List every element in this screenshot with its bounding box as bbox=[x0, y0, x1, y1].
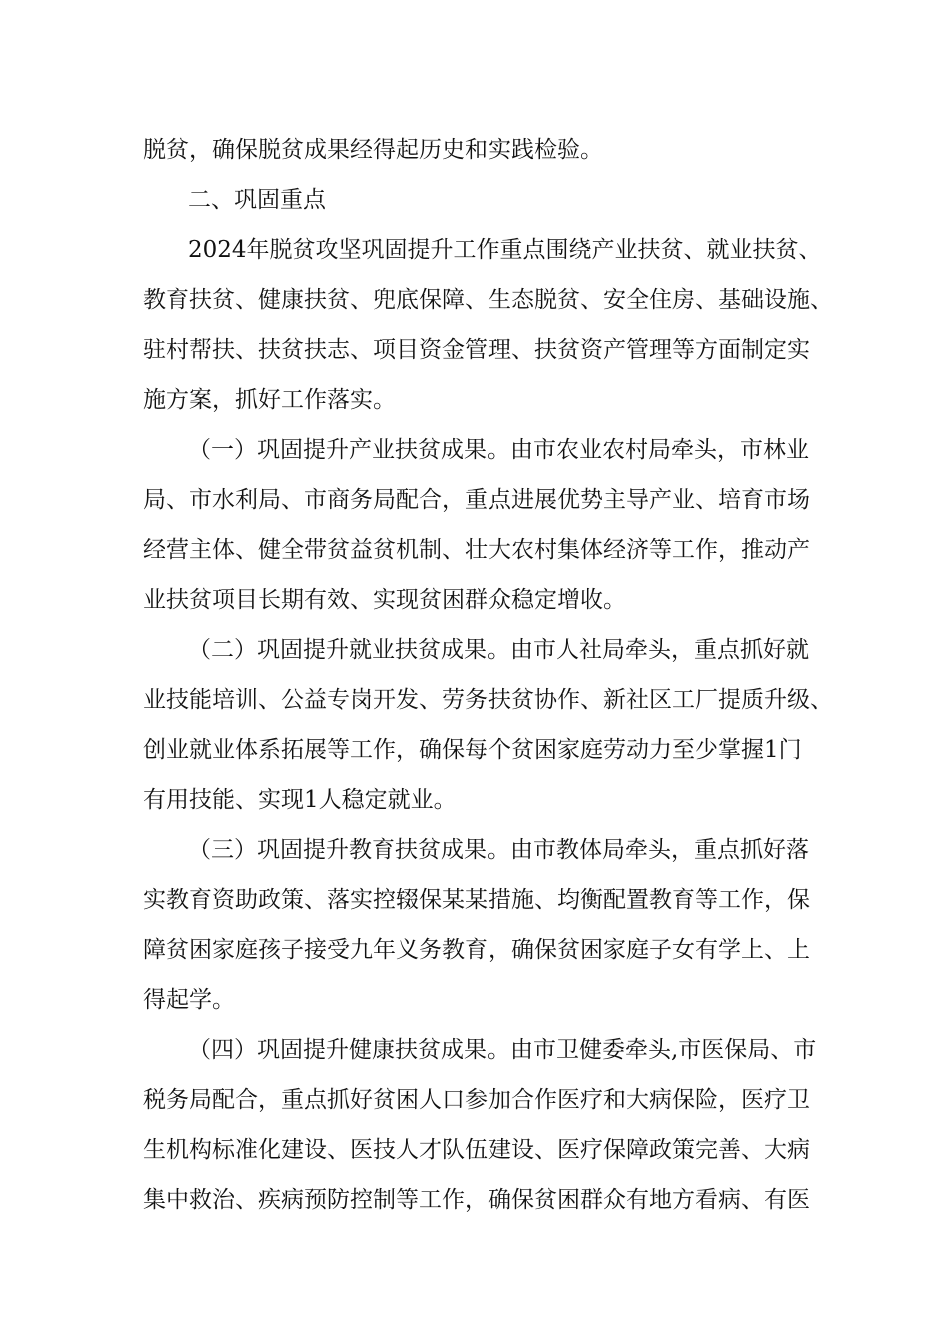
text-line: 施方案，抓好工作落实。 bbox=[143, 387, 396, 413]
text-line: 税务局配合，重点抓好贫困人口参加合作医疗和大病保险，医疗卫 bbox=[143, 1087, 810, 1113]
text-line: 有用技能、实现1人稳定就业。 bbox=[143, 787, 457, 813]
text-line: 业技能培训、公益专岗开发、劳务扶贫协作、新社区工厂提质升级、 bbox=[143, 687, 833, 713]
text-line: 驻村帮扶、扶贫扶志、项目资金管理、扶贫资产管理等方面制定实 bbox=[143, 337, 810, 363]
text-line: （一）巩固提升产业扶贫成果。由市农业农村局牵头，市林业 bbox=[188, 437, 809, 463]
text-line: 2024年脱贫攻坚巩固提升工作重点围绕产业扶贫、就业扶贫、 bbox=[188, 237, 822, 263]
section-heading: 二、巩固重点 bbox=[188, 187, 326, 213]
text-line: 生机构标准化建设、医技人才队伍建设、医疗保障政策完善、大病 bbox=[143, 1137, 810, 1163]
text-line: 实教育资助政策、落实控辍保某某措施、均衡配置教育等工作，保 bbox=[143, 887, 810, 913]
text-line: 教育扶贫、健康扶贫、兜底保障、生态脱贫、安全住房、基础设施、 bbox=[143, 287, 833, 313]
text-line: 集中救治、疾病预防控制等工作，确保贫困群众有地方看病、有医 bbox=[143, 1187, 810, 1213]
text-line: 创业就业体系拓展等工作，确保每个贫困家庭劳动力至少掌握1门 bbox=[143, 737, 802, 763]
text-line: 障贫困家庭孩子接受九年义务教育，确保贫困家庭子女有学上、上 bbox=[143, 937, 810, 963]
text-line: （四）巩固提升健康扶贫成果。由市卫健委牵头,市医保局、市 bbox=[188, 1037, 817, 1063]
text-line: 局、市水利局、市商务局配合，重点进展优势主导产业、培育市场 bbox=[143, 487, 810, 513]
text-line: 经营主体、健全带贫益贫机制、壮大农村集体经济等工作，推动产 bbox=[143, 537, 810, 563]
text-line: （二）巩固提升就业扶贫成果。由市人社局牵头，重点抓好就 bbox=[188, 637, 809, 663]
text-line: 得起学。 bbox=[143, 987, 235, 1013]
text-line: 业扶贫项目长期有效、实现贫困群众稳定增收。 bbox=[143, 587, 626, 613]
text-line: 脱贫，确保脱贫成果经得起历史和实践检验。 bbox=[143, 137, 603, 163]
text-line: （三）巩固提升教育扶贫成果。由市教体局牵头，重点抓好落 bbox=[188, 837, 809, 863]
